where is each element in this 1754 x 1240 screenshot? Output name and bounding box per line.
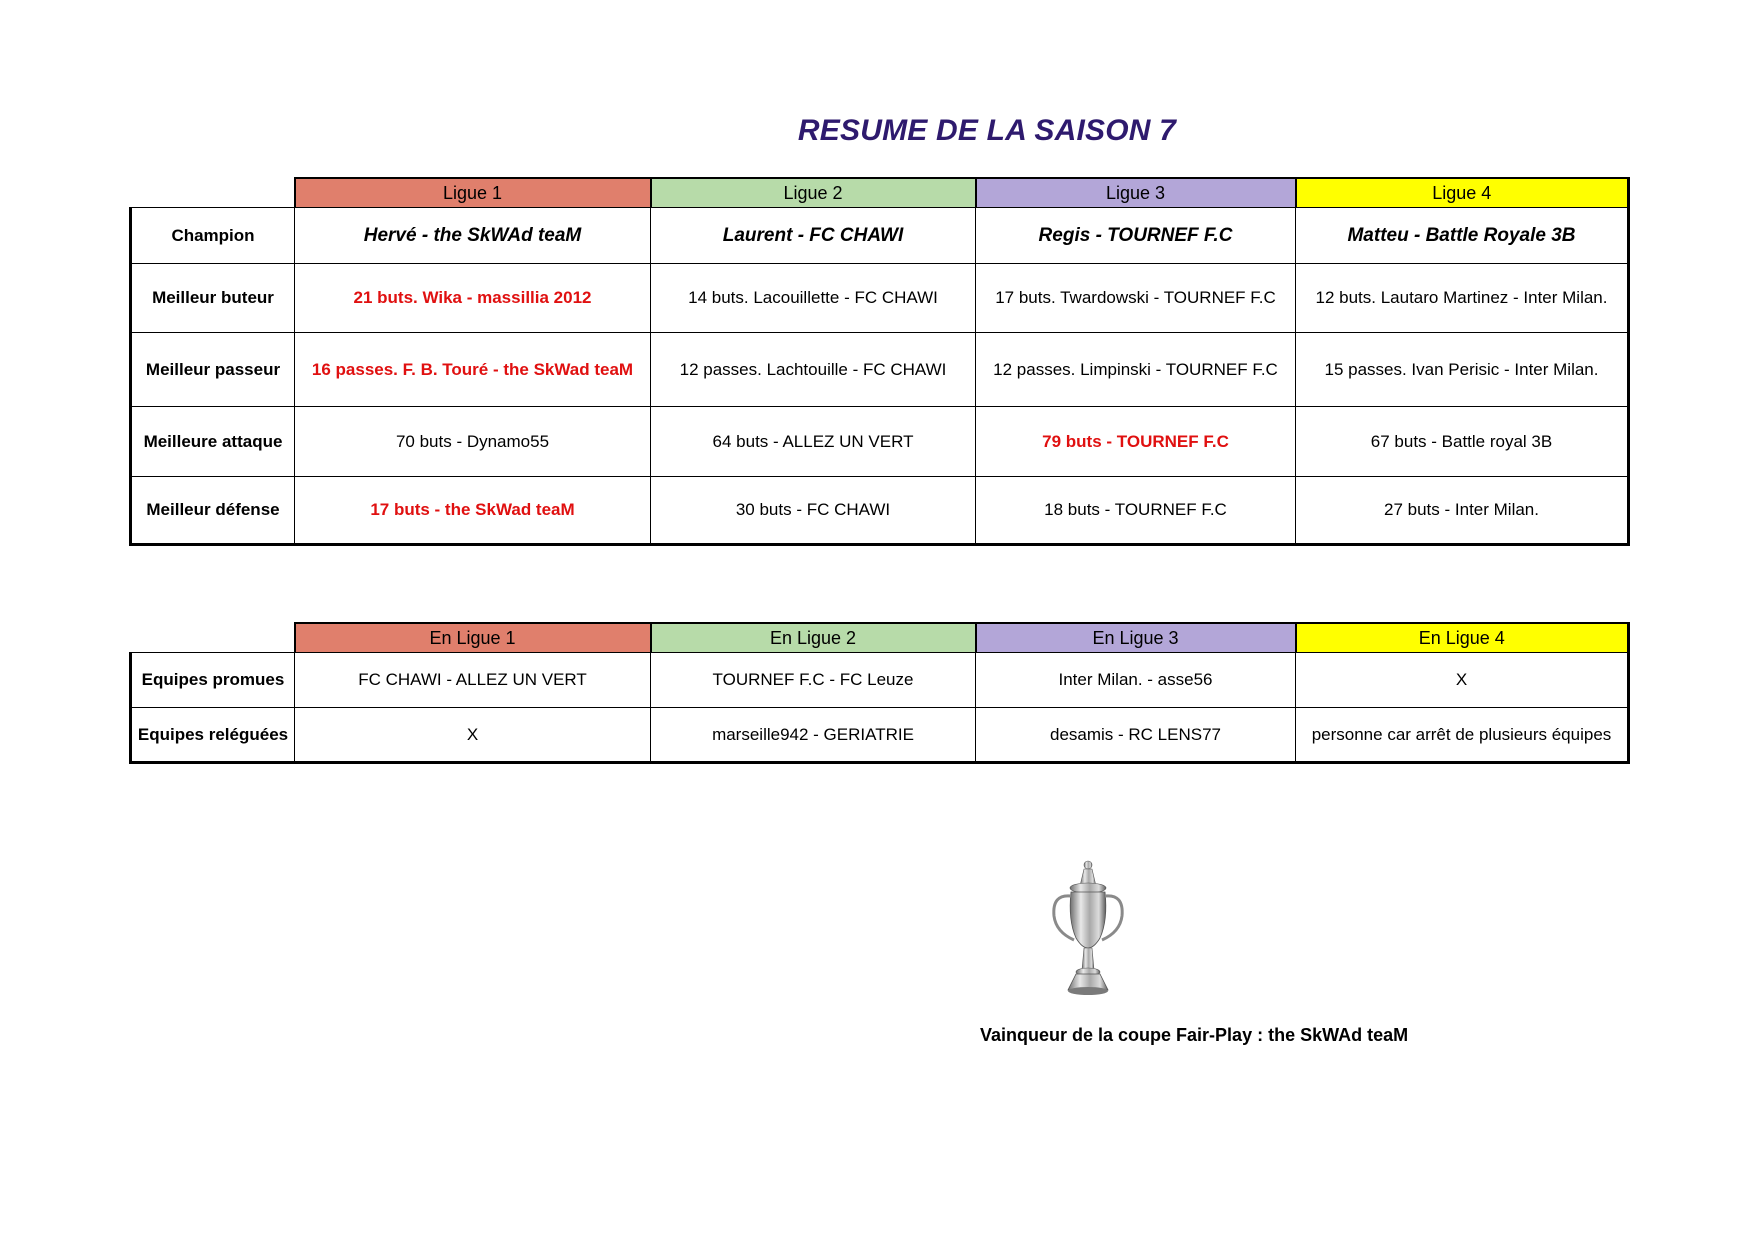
best-attack-ligue-2: 64 buts - ALLEZ UN VERT xyxy=(651,407,976,477)
top-assist-ligue-3: 12 passes. Limpinski - TOURNEF F.C xyxy=(976,333,1296,407)
row-top-assist xyxy=(131,333,1629,407)
best-defense-ligue-4: 27 buts - Inter Milan. xyxy=(1296,477,1629,545)
header-ligue-2: Ligue 2 xyxy=(651,178,976,208)
relegated-ligue-3: desamis - RC LENS77 xyxy=(976,708,1296,763)
header-en-ligue-4: En Ligue 4 xyxy=(1296,623,1629,653)
row-label: Equipes reléguées xyxy=(131,708,295,763)
row-best-defense xyxy=(131,477,1629,545)
row-top-scorer xyxy=(131,264,1629,333)
top-assist-ligue-2: 12 passes. Lachtouille - FC CHAWI xyxy=(651,333,976,407)
header-en-ligue-1: En Ligue 1 xyxy=(295,623,651,653)
top-scorer-ligue-2: 14 buts. Lacouillette - FC CHAWI xyxy=(651,264,976,333)
top-scorer-ligue-4: 12 buts. Lautaro Martinez - Inter Milan. xyxy=(1296,264,1629,333)
row-relegated xyxy=(131,708,1629,763)
division-header-row xyxy=(131,623,1629,653)
row-label: Meilleur défense xyxy=(131,477,295,545)
league-header-row xyxy=(131,178,1629,208)
best-defense-ligue-2: 30 buts - FC CHAWI xyxy=(651,477,976,545)
promoted-ligue-3: Inter Milan. - asse56 xyxy=(976,653,1296,708)
top-assist-ligue-1: 16 passes. F. B. Touré - the SkWad teaM xyxy=(295,333,651,407)
top-scorer-ligue-1: 21 buts. Wika - massillia 2012 xyxy=(295,264,651,333)
champion-ligue-2: Laurent - FC CHAWI xyxy=(651,208,976,264)
top-scorer-ligue-3: 17 buts. Twardowski - TOURNEF F.C xyxy=(976,264,1296,333)
best-attack-ligue-4: 67 buts - Battle royal 3B xyxy=(1296,407,1629,477)
best-attack-ligue-1: 70 buts - Dynamo55 xyxy=(295,407,651,477)
season-summary-table xyxy=(129,177,1630,546)
relegated-ligue-2: marseille942 - GERIATRIE xyxy=(651,708,976,763)
header-ligue-4: Ligue 4 xyxy=(1296,178,1629,208)
row-best-attack xyxy=(131,407,1629,477)
row-label: Meilleur buteur xyxy=(131,264,295,333)
row-promoted xyxy=(131,653,1629,708)
corner-blank xyxy=(131,623,295,653)
header-en-ligue-2: En Ligue 2 xyxy=(651,623,976,653)
promoted-ligue-1: FC CHAWI - ALLEZ UN VERT xyxy=(295,653,651,708)
best-attack-ligue-3: 79 buts - TOURNEF F.C xyxy=(976,407,1296,477)
header-ligue-3: Ligue 3 xyxy=(976,178,1296,208)
fair-play-caption: Vainqueur de la coupe Fair-Play : the SkWAd teaM xyxy=(980,1025,1409,1045)
promoted-ligue-2: TOURNEF F.C - FC Leuze xyxy=(651,653,976,708)
best-defense-ligue-3: 18 buts - TOURNEF F.C xyxy=(976,477,1296,545)
trophy-icon xyxy=(1046,860,1130,1000)
promoted-ligue-4: X xyxy=(1296,653,1629,708)
relegated-ligue-1: X xyxy=(295,708,651,763)
header-en-ligue-3: En Ligue 3 xyxy=(976,623,1296,653)
promotion-relegation-table xyxy=(129,622,1630,764)
top-assist-ligue-4: 15 passes. Ivan Perisic - Inter Milan. xyxy=(1296,333,1629,407)
row-label: Meilleur passeur xyxy=(131,333,295,407)
champion-ligue-4: Matteu - Battle Royale 3B xyxy=(1296,208,1629,264)
relegated-ligue-4: personne car arrêt de plusieurs équipes xyxy=(1296,708,1629,763)
row-champion xyxy=(131,208,1629,264)
corner-blank xyxy=(131,178,295,208)
champion-ligue-3: Regis - TOURNEF F.C xyxy=(976,208,1296,264)
best-defense-ligue-1: 17 buts - the SkWad teaM xyxy=(295,477,651,545)
page-title: RESUME DE LA SAISON 7 xyxy=(797,114,1177,147)
champion-ligue-1: Hervé - the SkWAd teaM xyxy=(295,208,651,264)
row-label: Meilleure attaque xyxy=(131,407,295,477)
row-label: Equipes promues xyxy=(131,653,295,708)
header-ligue-1: Ligue 1 xyxy=(295,178,651,208)
row-label: Champion xyxy=(131,208,295,264)
